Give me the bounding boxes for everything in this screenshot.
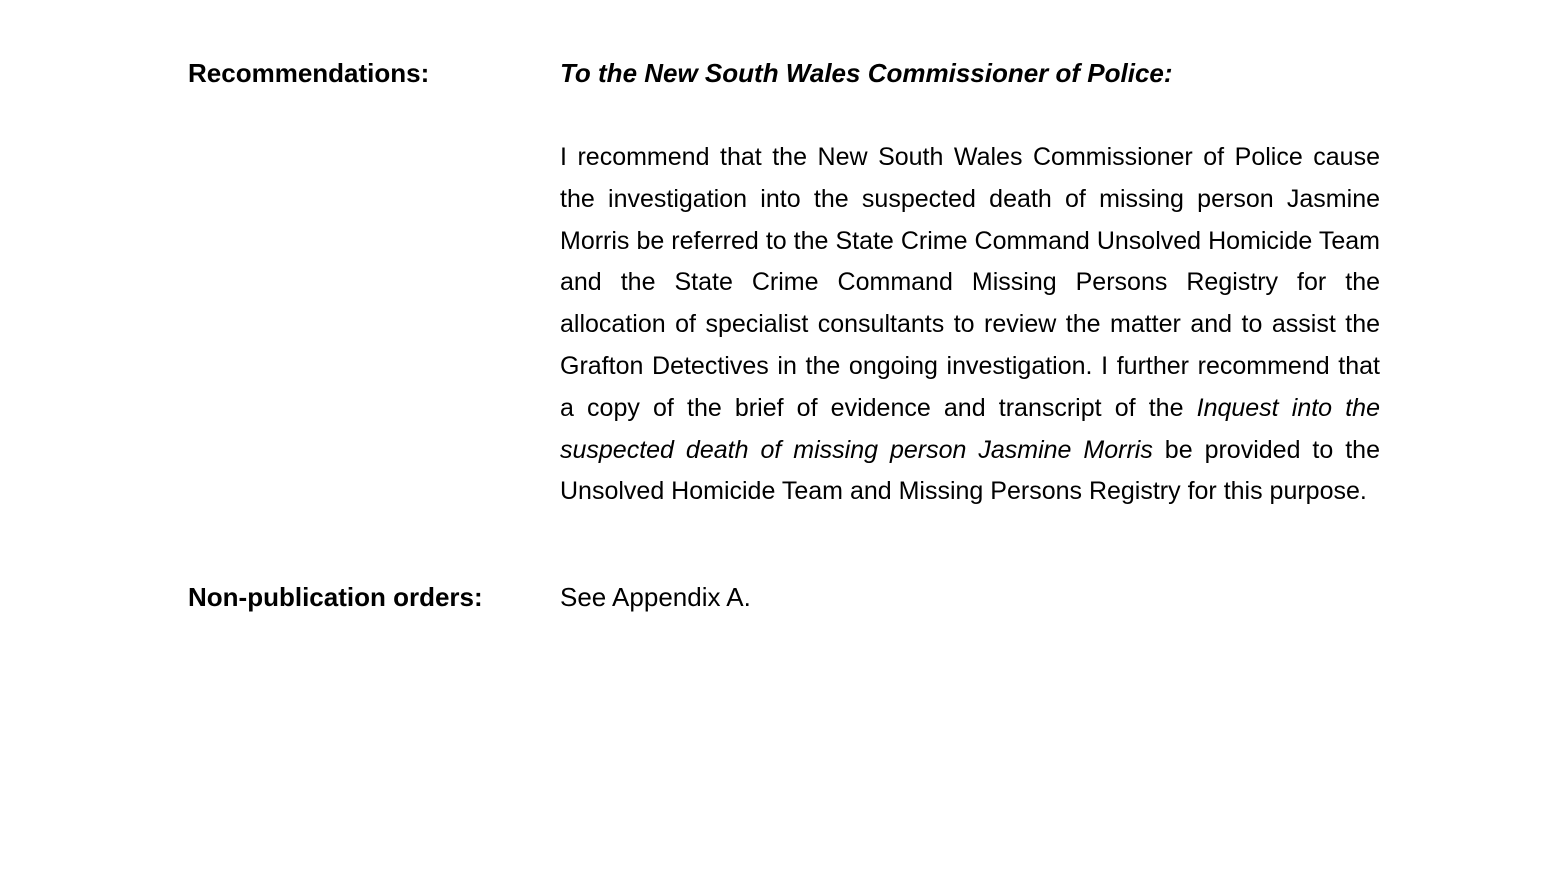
recommendation-addressee-heading: To the New South Wales Commissioner of Police: <box>560 58 1173 88</box>
non-publication-orders-label: Non-publication orders: <box>188 582 483 612</box>
non-publication-orders-value: See Appendix A. <box>560 582 751 612</box>
recommendation-text-part2: be provided to the Unsolved Homicide Team and Missing Persons Registry for this purpose. <box>560 435 1380 506</box>
inquest-title-italic: Inquest into the suspected death of missing person Jasmine Morris <box>560 393 1380 464</box>
recommendation-text-part1: I recommend that the New South Wales Commissioner of Police cause the investigation into the suspected death of missing person Jasmine Morris be referred to the State Crime Command Unsolved Homicide Team and the State Crime Command Missing Persons Registry for the allocation of specialist consultants to review the matter and to assist the Grafton Detectives in the ongoing investigation. I further recommend that a copy of the brief of evidence and transcript of the <box>560 143 1380 422</box>
recommendation-paragraph <box>560 137 1380 513</box>
recommendations-label: Recommendations: <box>188 58 430 88</box>
